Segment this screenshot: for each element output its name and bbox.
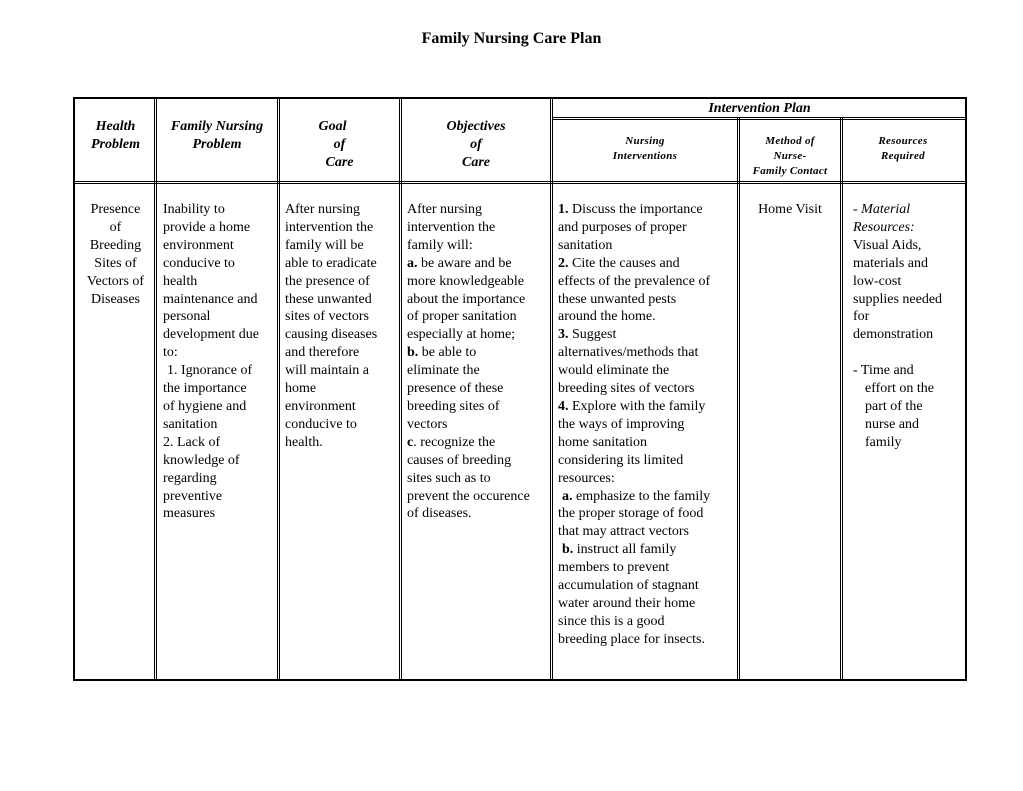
header-health-problem: Health Problem: [91, 119, 140, 152]
column-divider: [550, 99, 553, 679]
header-method-of-contact: Method of Nurse- Family Contact: [752, 135, 828, 177]
cell-method-of-contact: Home Visit: [758, 202, 822, 217]
column-divider: [840, 117, 843, 679]
header-nursing-interventions: Nursing Interventions: [612, 135, 678, 162]
cell-nursing-interventions: 1. Discuss the importance and purposes of proper sanitation 2. Cite the causes and effects of the prevalence of these unwanted pests around the home. 3. Suggest alternatives/methods that would eliminate the breeding sites of vectors 4. Explore with the family the ways of improving home sanitation considering its limited resources: a. emphasize to the family the proper storage of food that may attract vectors b. instruct all family members to prevent accumulation of stagnant water around their home since this is a good breeding place for insects.: [558, 202, 711, 647]
cell-goal-of-care: After nursing intervention the family will be able to eradicate the presence of these unwanted sites of vectors causing diseases and therefore will maintain a home environment conducive to health.: [285, 202, 378, 450]
cell-family-nursing-problem: Inability to provide a home environment conducive to health maintenance and personal development due to: 1. Ignorance of the importance of hygiene and sanitation 2. Lack of knowledge of regarding preventive measures: [163, 202, 260, 522]
header-divider: [75, 181, 966, 184]
header-intervention-plan: Intervention Plan: [708, 101, 811, 116]
header-objectives-of-care: Objectives of Care: [446, 119, 506, 170]
page-title: Family Nursing Care Plan: [421, 30, 602, 47]
cell-health-problem: Presence of Breeding Sites of Vectors of Diseases: [86, 202, 145, 307]
column-divider: [154, 99, 157, 679]
header-family-nursing-problem: Family Nursing Problem: [170, 119, 264, 152]
cell-resources-required: - Material Resources: Visual Aids, materials and low-cost supplies needed for demonstration - Time and effort on the part of the nurse and family: [853, 202, 943, 450]
cell-objectives: After nursing intervention the family will: a. be aware and be more knowledgeable about the importance of proper sanitation especially at home; b. be able to eliminate the presence of these breeding sites of vectors c. recognize the causes of breeding sites such as to prevent the occurence of diseases.: [407, 202, 530, 522]
header-resources-required: Resources Required: [878, 135, 928, 162]
header-goal-of-care: Goal of Care: [318, 119, 354, 170]
column-divider: [399, 99, 402, 679]
column-divider: [277, 99, 280, 679]
